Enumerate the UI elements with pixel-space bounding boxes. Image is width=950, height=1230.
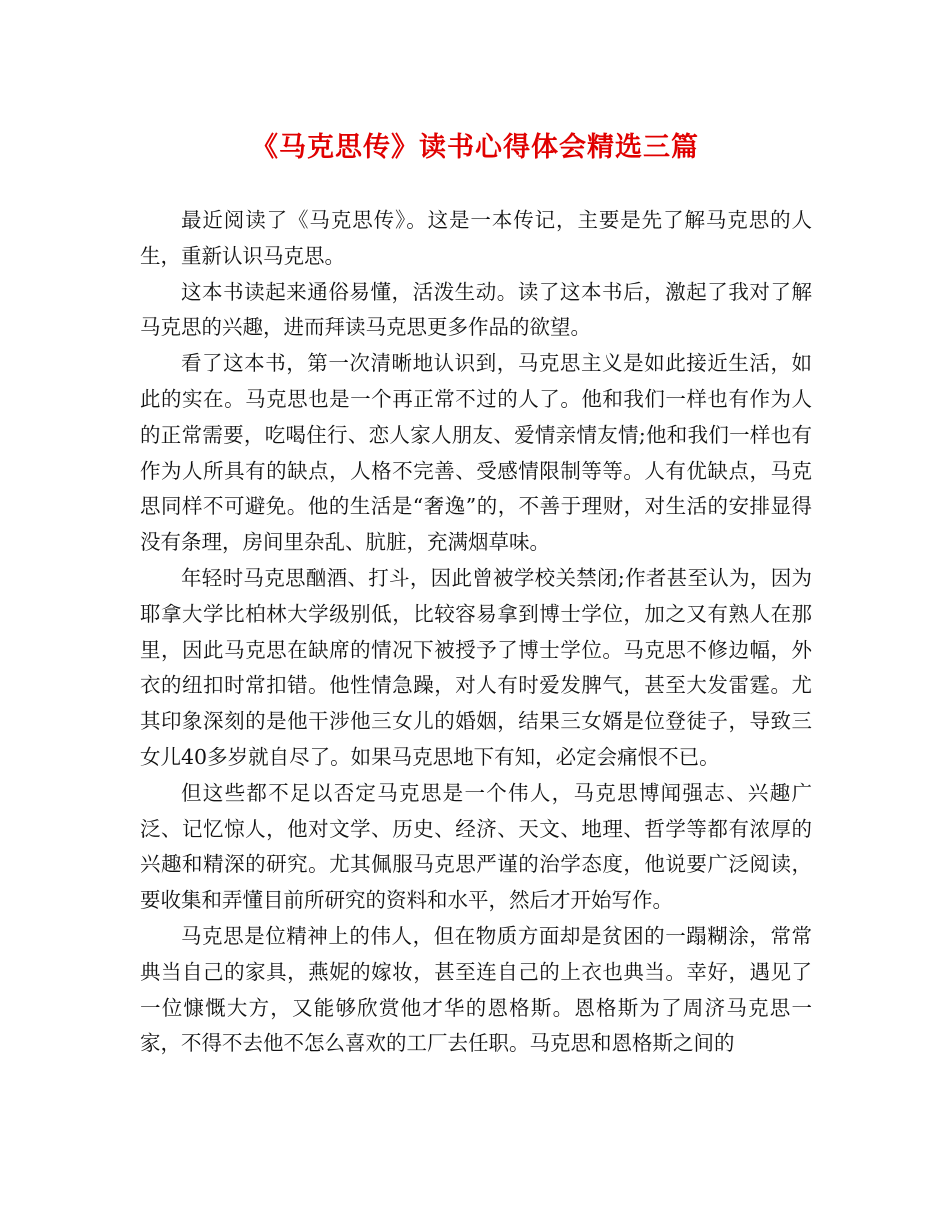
paragraph: 看了这本书，第一次清晰地认识到，马克思主义是如此接近生活，如此的实在。马克思也是一个再正常不过的人了。他和我们一样也有作为人的正常需要，吃喝住行、恋人家人朋友、爱情亲情友情;他和我们一样也有作为人所具有的缺点，人格不完善、受感情限制等等。人有优缺点，马克思同样不可避免。他的生活是“奢逸”的，不善于理财，对生活的安排显得没有条理，房间里杂乱、肮脏，充满烟草味。 bbox=[140, 351, 812, 555]
paragraph: 这本书读起来通俗易懂，活泼生动。读了这本书后，激起了我对了解马克思的兴趣，进而拜读马克思更多作品的欲望。 bbox=[140, 279, 812, 340]
paragraph: 年轻时马克思酗酒、打斗，因此曾被学校关禁闭;作者甚至认为，因为耶拿大学比柏林大学级别低，比较容易拿到博士学位，加之又有熟人在那里，因此马克思在缺席的情况下被授予了博士学位。马克思不修边幅，外衣的纽扣时常扣错。他性情急躁，对人有时爱发脾气，甚至大发雷霆。尤其印象深刻的是他干涉他三女儿的婚姻，结果三女婿是位登徒子，导致三女儿40多岁就自尽了。如果马克思地下有知，必定会痛恨不已。 bbox=[140, 565, 812, 769]
page-title: 《马克思传》读书心得体会精选三篇 bbox=[251, 132, 699, 163]
paragraph: 最近阅读了《马克思传》。这是一本传记，主要是先了解马克思的人生，重新认识马克思。 bbox=[140, 208, 812, 268]
paragraph: 马克思是位精神上的伟人，但在物质方面却是贫困的一蹋糊涂，常常典当自己的家具，燕妮的嫁妆，甚至连自己的上衣也典当。幸好，遇见了一位慷慨大方，又能够欣赏他才华的恩格斯。恩格斯为了周济马克思一家，不得不去他不怎么喜欢的工厂去任职。马克思和恩格斯之间的 bbox=[140, 923, 812, 1056]
article-body bbox=[140, 203, 812, 1062]
paragraph: 但这些都不足以否定马克思是一个伟人，马克思博闻强志、兴趣广泛、记忆惊人，他对文学、历史、经济、天文、地理、哲学等都有浓厚的兴趣和精深的研究。尤其佩服马克思严谨的治学态度，他说要广泛阅读，要收集和弄懂目前所研究的资料和水平，然后才开始写作。 bbox=[140, 780, 812, 913]
